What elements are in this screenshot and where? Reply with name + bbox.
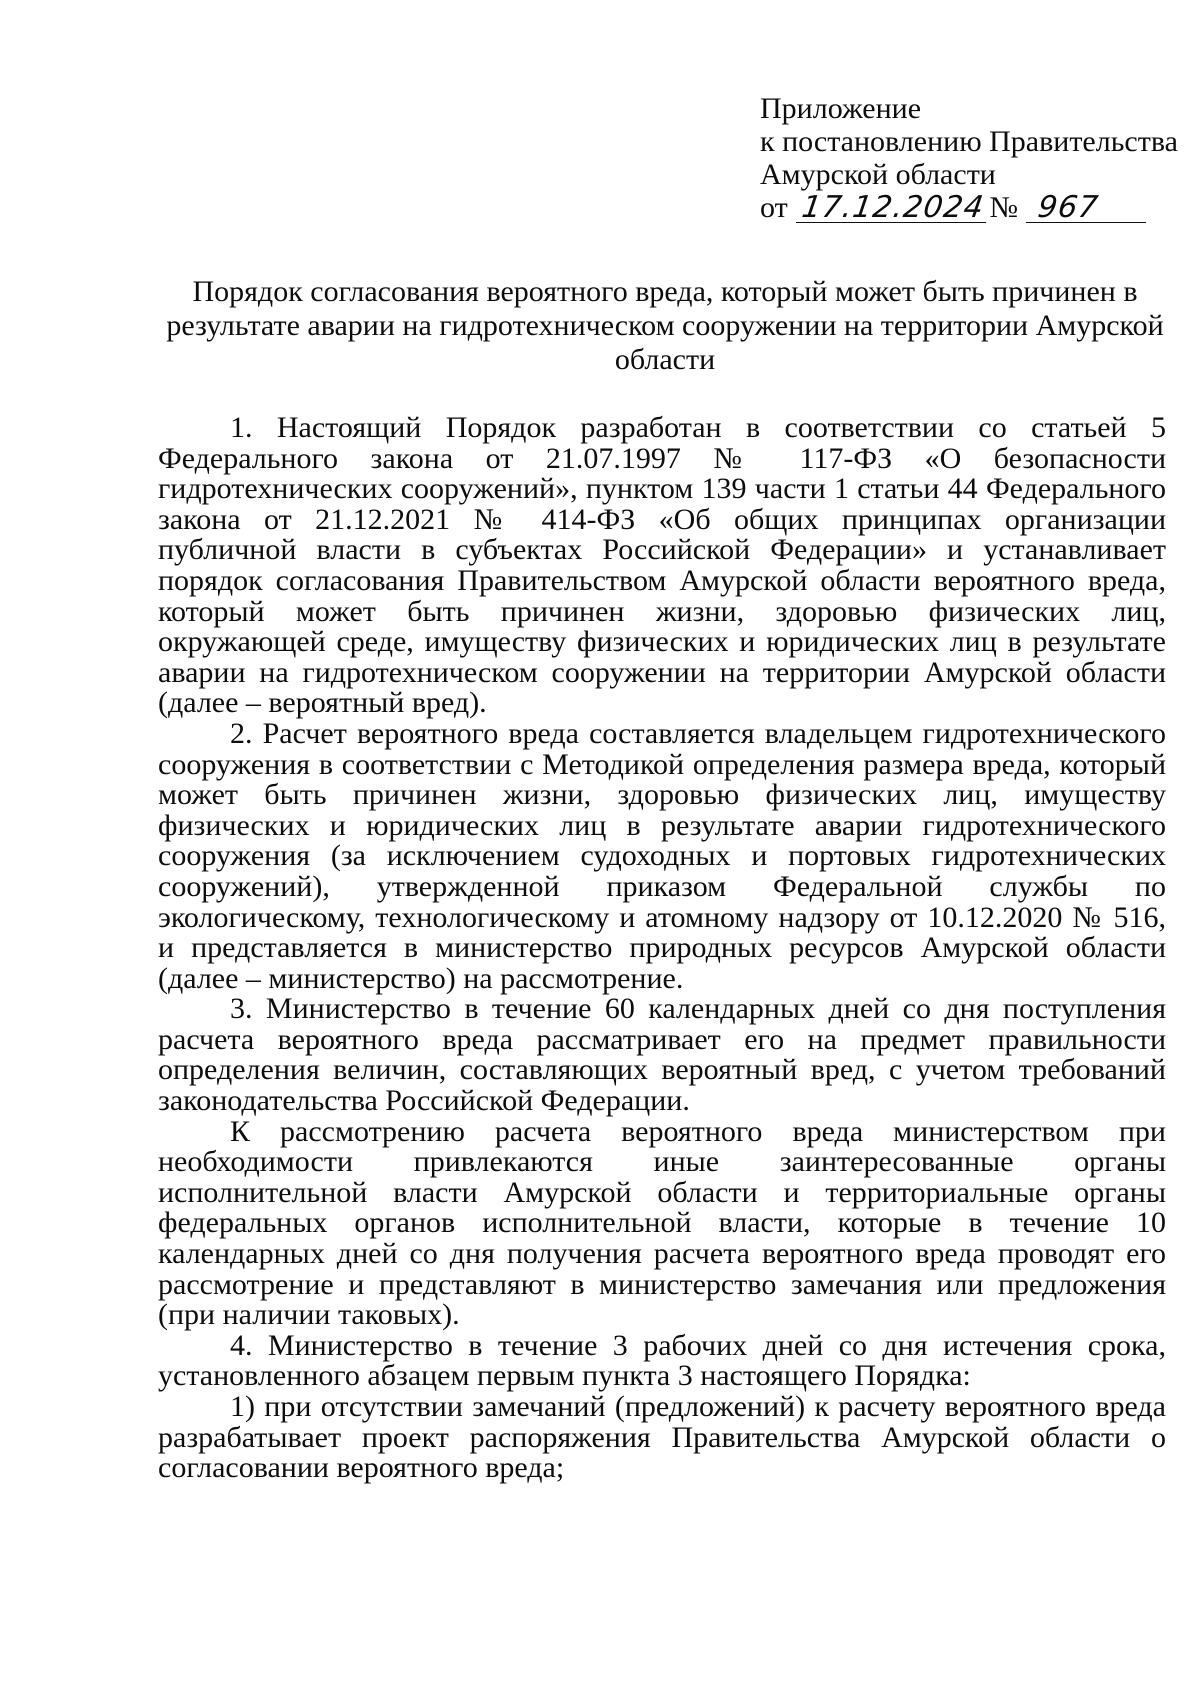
- appendix-block: [760, 92, 1180, 224]
- handwritten-date: 17.12.2024: [796, 194, 990, 223]
- document-title: Порядок согласования вероятного вреда, который может быть причинен в результате аварии на гидротехническом сооружении на территории Амурской области: [166, 275, 1164, 376]
- appendix-resolution-ref: к постановлению Правительства: [760, 125, 1178, 158]
- handwritten-number: 967: [1026, 194, 1150, 223]
- date-prefix: от: [760, 191, 788, 224]
- paragraph-3: 3. Министерство в течение 60 календарных дней со дня поступления расчета вероятного вреда рассматривает его на предмет правильности определения величин, составляющих вероятный вред, с учетом требований законодательства Российской Федерации.: [158, 992, 1166, 1118]
- number-sign: №: [989, 191, 1019, 224]
- paragraph-2: 2. Расчет вероятного вреда составляется владельцем гидротехнического сооружения в соответствии с Методикой определения размера вреда, который может быть причинен жизни, здоровью физических лиц, имуществу физических и юридических лиц в результате аварии гидротехнического сооружения (за исключением судоходных и портовых гидротехнических сооружений), утвержденной приказом Федеральной службы по экологическому, технологическому и атомному надзору от 10.12.2020 № 516, и представляется в министерство природных ресурсов Амурской области (далее – министерство) на рассмотрение.: [158, 716, 1166, 995]
- paragraph-4-item-1: 1) при отсутствии замечаний (предложений) к расчету вероятного вреда разрабатывает проект распоряжения Правительства Амурской области о согласовании вероятного вреда;: [158, 1390, 1166, 1485]
- document-body: [158, 413, 1166, 1484]
- appendix-label: Приложение: [760, 92, 922, 125]
- appendix-region: Амурской области: [760, 158, 996, 191]
- paragraph-1: 1. Настоящий Порядок разработан в соответствии со статьей 5 Федерального закона от 21.07.1997 № 117-ФЗ «О безопасности гидротехнических сооружений», пунктом 139 части 1 статьи 44 Федерального закона от 21.12.2021 № 414-ФЗ «Об общих принципах организации публичной власти в субъектах Российской Федерации» и устанавливает порядок согласования Правительством Амурской области вероятного вреда, который может быть причинен жизни, здоровью физических лиц, окружающей среде, имуществу физических и юридических лиц в результате аварии на гидротехническом сооружении на территории Амурской области (далее – вероятный вред).: [158, 411, 1166, 720]
- paragraph-4: 4. Министерство в течение 3 рабочих дней со дня истечения срока, установленного абзацем первым пункта 3 настоящего Порядка:: [158, 1328, 1166, 1393]
- appendix-date-number-row: [760, 191, 1180, 224]
- paragraph-3-continued: К рассмотрению расчета вероятного вреда министерством при необходимости привлекаются иные заинтересованные органы исполнительной власти Амурской области и территориальные органы федеральных органов исполнительной власти, которые в течение 10 календарных дней со дня получения расчета вероятного вреда проводят его рассмотрение и представляют в министерство замечания или предложения (при наличии таковых).: [158, 1114, 1166, 1332]
